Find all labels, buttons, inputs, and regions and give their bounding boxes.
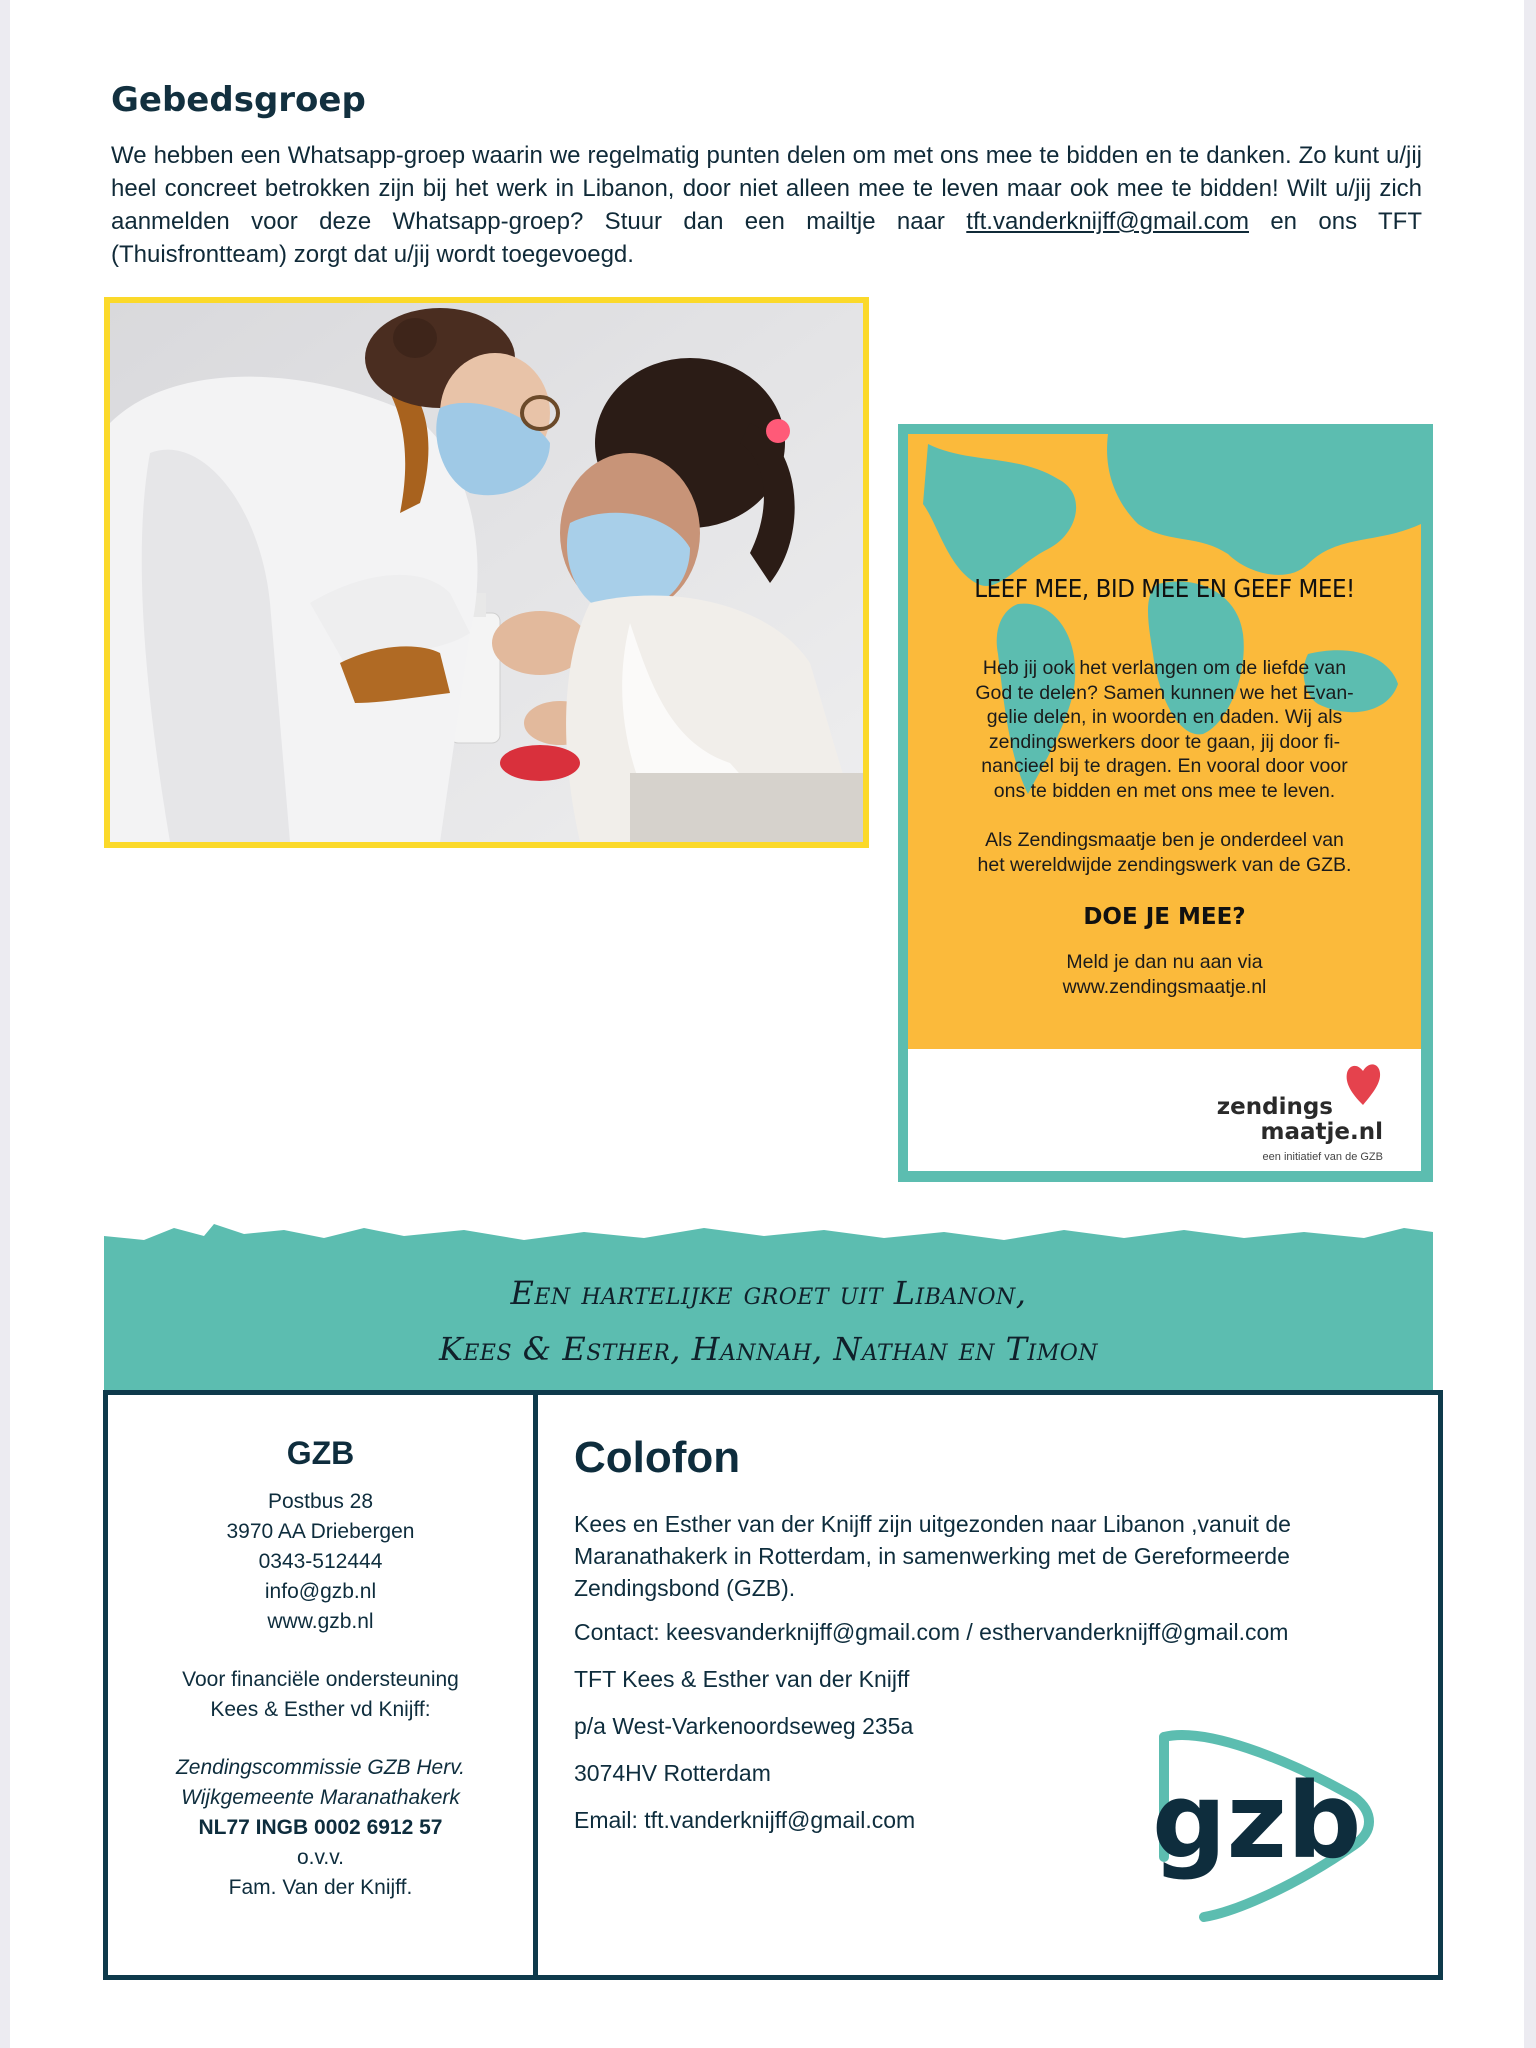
commissie-line-2: Wijkgemeente Maranathakerk	[181, 1786, 460, 1809]
flyer-signup	[908, 950, 1421, 999]
page	[10, 0, 1524, 2048]
colofon-body: Kees en Esther van der Knijff zijn uitgezonden naar Libanon ,vanuit de Maranathakerk in Rotterdam, in samenwerking met de Gereformeerde Zendingsbond (GZB).	[574, 1511, 1291, 1601]
flyer-panel	[908, 434, 1421, 1049]
flyer-body-line: Heb jij ook het verlangen om de liefde van	[982, 657, 1347, 679]
colofon-tft: TFT Kees & Esther van der Knijff	[574, 1666, 910, 1692]
flyer-footer	[908, 1049, 1421, 1171]
colofon-address: p/a West-Varkenoordseweg 235a	[574, 1713, 914, 1739]
flyer-body	[948, 656, 1381, 803]
section-heading: Gebedsgroep	[111, 80, 366, 120]
commissie-line-1: Zendingscommissie GZB Herv.	[175, 1756, 466, 1779]
colofon-email: Email: tft.vanderknijff@gmail.com	[574, 1807, 916, 1833]
postbus: Postbus 28	[267, 1490, 374, 1513]
gzb-title: GZB	[286, 1435, 355, 1471]
gzb-logo	[1144, 1717, 1384, 1927]
colofon-contact: Contact: keesvanderknijff@gmail.com / esthervanderknijff@gmail.com	[574, 1619, 1289, 1645]
flyer-title: LEEF MEE, BID MEE EN GEEF MEE!	[974, 574, 1355, 603]
heart-icon	[1343, 1059, 1383, 1107]
flyer-body-line: ons te bidden en met ons mee te leven.	[993, 779, 1336, 802]
flyer-cta: DOE JE MEE?	[1083, 904, 1246, 930]
email[interactable]: info@gzb.nl	[264, 1580, 377, 1603]
colofon-title: Colofon	[574, 1433, 741, 1482]
flyer-body-2	[948, 828, 1381, 877]
spacer	[108, 1637, 533, 1665]
spacer	[108, 1725, 533, 1753]
gzb-logo-text: gzb	[1152, 1760, 1362, 1882]
phone: 0343-512444	[258, 1550, 383, 1573]
ovv: o.v.v.	[296, 1846, 345, 1869]
intro-text-1: We hebben een Whatsapp-groep waarin we regelmatig punten delen om met ons mee te bidden en te danken. Zo kunt u/jij heel concreet betrokken zijn bij het werk in Libanon, door niet alleen mee te leven maar ook mee te bidden! Wilt u/jij zich aanmelden voor deze Whatsapp-groep? Stuur dan een mailtje naar	[111, 142, 1422, 235]
intro-text-2: en ons TFT (Thuisfrontteam) zorgt dat u/jij wordt toegevoegd.	[111, 208, 1422, 268]
gzb-address-box	[103, 1390, 538, 1980]
zendingsmaatje-flyer	[898, 424, 1433, 1182]
city: 3970 AA Driebergen	[226, 1520, 415, 1543]
colofon-postcode: 3074HV Rotterdam	[574, 1760, 771, 1786]
flyer-body2-line: Als Zendingsmaatje ben je onderdeel van	[985, 829, 1344, 851]
flyer-body-line: God te delen? Samen kunnen we het Evan-	[975, 681, 1354, 704]
vaccination-photo	[104, 297, 869, 848]
flyer-signup-url[interactable]: www.zendingsmaatje.nl	[1062, 975, 1267, 998]
greeting-band	[104, 1222, 1433, 1390]
greeting-line-1: Een hartelijke groet uit Libanon,	[510, 1274, 1027, 1312]
zendingsmaatje-logo	[1193, 1059, 1403, 1163]
flyer-body2-line: het wereldwijde zendingswerk van de GZB.	[977, 853, 1352, 876]
flyer-body-line: gelie delen, in woorden en daden. Wij als	[986, 706, 1343, 728]
flyer-body-line: nancieel bij te dragen. En vooral door voor	[981, 755, 1348, 777]
greeting-line-2: Kees & Esther, Hannah, Nathan en Timon	[438, 1330, 1099, 1368]
website[interactable]: www.gzb.nl	[267, 1610, 374, 1633]
gzb-address	[108, 1487, 533, 1903]
support-line-1: Voor financiële ondersteuning	[182, 1668, 459, 1691]
logo-text-2: maatje.nl	[1260, 1119, 1383, 1145]
family: Fam. Van der Knijff.	[228, 1876, 413, 1899]
email-link[interactable]: tft.vanderknijff@gmail.com	[966, 208, 1249, 235]
flyer-body-line: zendingswerkers door te gaan, jij door fi-	[988, 730, 1341, 753]
colofon-box	[533, 1390, 1443, 1980]
logo-subtitle: een initiatief van de GZB	[1262, 1151, 1383, 1163]
intro-paragraph	[111, 139, 1422, 271]
flyer-signup-line: Meld je dan nu aan via	[1066, 951, 1263, 973]
iban: NL77 INGB 0002 6912 57	[198, 1816, 443, 1839]
support-line-2: Kees & Esther vd Knijff:	[210, 1698, 431, 1721]
logo-text-1: zendings	[1216, 1094, 1333, 1120]
